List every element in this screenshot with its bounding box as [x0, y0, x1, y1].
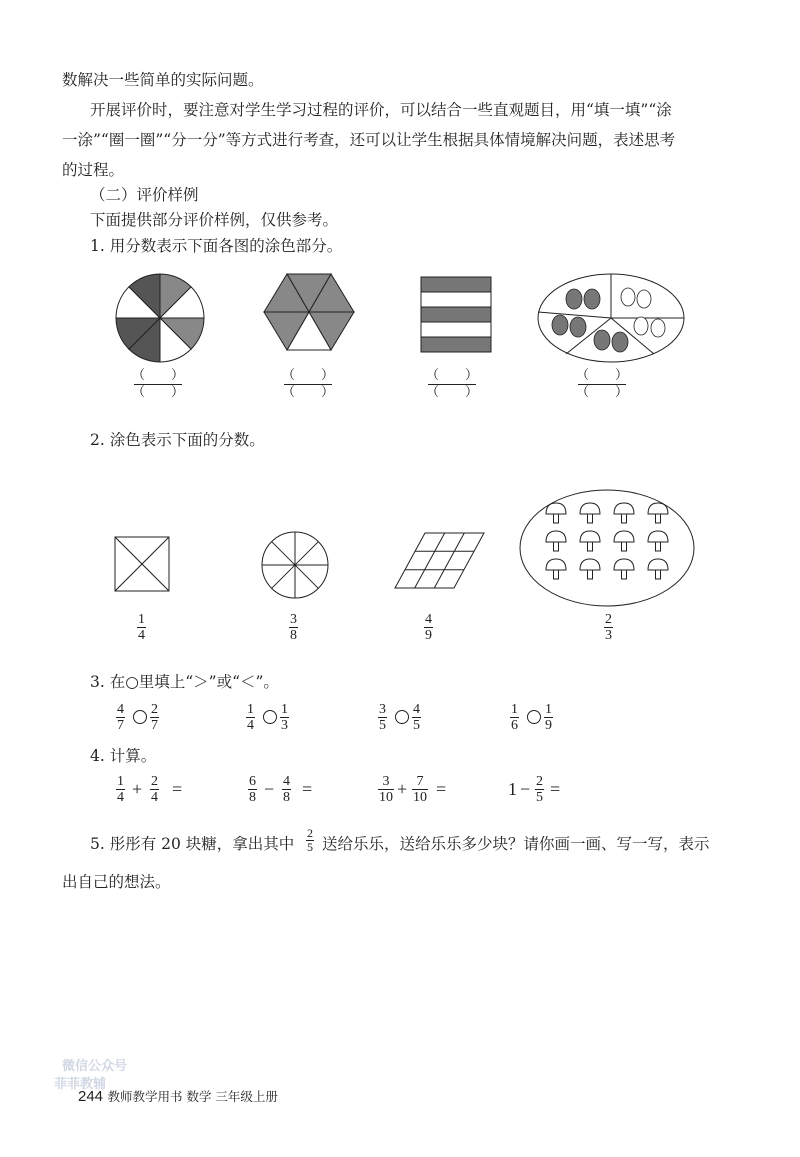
fraction: 6 8 [249, 774, 256, 805]
book-title: 教师教学用书 数学 三年级上册 [107, 1089, 278, 1104]
fraction: 7 10 [413, 774, 427, 805]
blank-denominator: （ ） [426, 385, 479, 400]
fraction: 2 4 [151, 774, 158, 805]
blank-numerator: （ ） [426, 368, 479, 383]
fraction: 4 8 [283, 774, 290, 805]
section-heading: （二）评价样例 [90, 186, 199, 204]
fraction: 3 5 [379, 702, 386, 733]
fraction: 1 3 [281, 702, 288, 733]
answer-blank[interactable] [426, 368, 479, 401]
fraction: 2 5 [307, 826, 313, 854]
question-1: 1. 用分数表示下面各图的涂色部分。 [90, 237, 343, 255]
fraction: 2 5 [536, 774, 543, 805]
watermark-line: 微信公众号 [62, 1059, 128, 1074]
equals: = [436, 779, 447, 799]
operator: + [397, 779, 408, 799]
q1-striped-rectangle [420, 276, 492, 354]
compare-circle[interactable] [263, 710, 277, 724]
intro-paragraph: 的过程。 [62, 161, 125, 179]
watermark-line: 菲菲教辅 [54, 1077, 107, 1092]
equals: = [172, 779, 183, 799]
intro-paragraph: 一涂”“圈一圈”“分一分”等方式进行考查，还可以让学生根据具体情境解决问题，表述思考 [62, 131, 676, 149]
question-2: 2. 涂色表示下面的分数。 [90, 431, 265, 449]
compare-circle[interactable] [527, 710, 541, 724]
operator: + [132, 779, 143, 799]
answer-blank[interactable] [282, 368, 335, 401]
question-5-line2: 出自己的想法。 [62, 873, 171, 891]
blank-denominator: （ ） [576, 385, 629, 400]
blank-denominator: （ ） [132, 385, 185, 400]
fraction: 4 9 [425, 612, 432, 643]
fraction: 1 4 [247, 702, 254, 733]
q1-octagon-circle [114, 272, 206, 364]
fraction: 4 7 [117, 702, 124, 733]
fraction: 1 6 [511, 702, 518, 733]
answer-blank[interactable] [576, 368, 629, 401]
question-4: 4. 计算。 [90, 747, 157, 765]
equals: = [550, 779, 561, 799]
blank-numerator: （ ） [576, 368, 629, 383]
q1-oval-with-fruits [536, 272, 686, 364]
page-number: 244 [78, 1088, 104, 1105]
operator: − [264, 779, 275, 799]
answer-blank[interactable] [132, 368, 185, 401]
compare-circle[interactable] [133, 710, 147, 724]
operator: − [520, 779, 531, 799]
q2-oval-mushrooms [518, 488, 696, 608]
fraction: 1 4 [117, 774, 124, 805]
question-5: 5. 彤彤有 20 块糖，拿出其中 [90, 835, 295, 853]
blank-denominator: （ ） [282, 385, 335, 400]
whole-number: 1 [508, 779, 517, 799]
fraction: 4 5 [413, 702, 420, 733]
blank-numerator: （ ） [282, 368, 335, 383]
intro-line: 数解决一些简单的实际问题。 [62, 71, 264, 89]
fraction: 3 10 [379, 774, 393, 805]
q2-circle-eighths [260, 530, 330, 600]
question-3: 3. 在○里填上“＞”或“＜”。 [90, 673, 279, 691]
fraction: 1 4 [138, 612, 145, 643]
blank-numerator: （ ） [132, 368, 185, 383]
equals: = [302, 779, 313, 799]
q2-parallelogram-grid [394, 532, 486, 590]
q2-square-diagonals [114, 536, 170, 592]
fraction: 2 7 [151, 702, 158, 733]
note: 下面提供部分评价样例，仅供参考。 [90, 211, 339, 229]
q1-hexagon [262, 272, 356, 356]
fraction: 3 8 [290, 612, 297, 643]
page-footer [78, 1087, 278, 1105]
question-5-cont: 送给乐乐，送给乐乐多少块？请你画一画、写一写，表示 [322, 835, 710, 853]
fraction: 2 3 [605, 612, 612, 643]
fraction: 1 9 [545, 702, 552, 733]
compare-circle[interactable] [395, 710, 409, 724]
intro-paragraph: 开展评价时，要注意对学生学习过程的评价，可以结合一些直观题目，用“填一填”“涂 [90, 101, 672, 119]
